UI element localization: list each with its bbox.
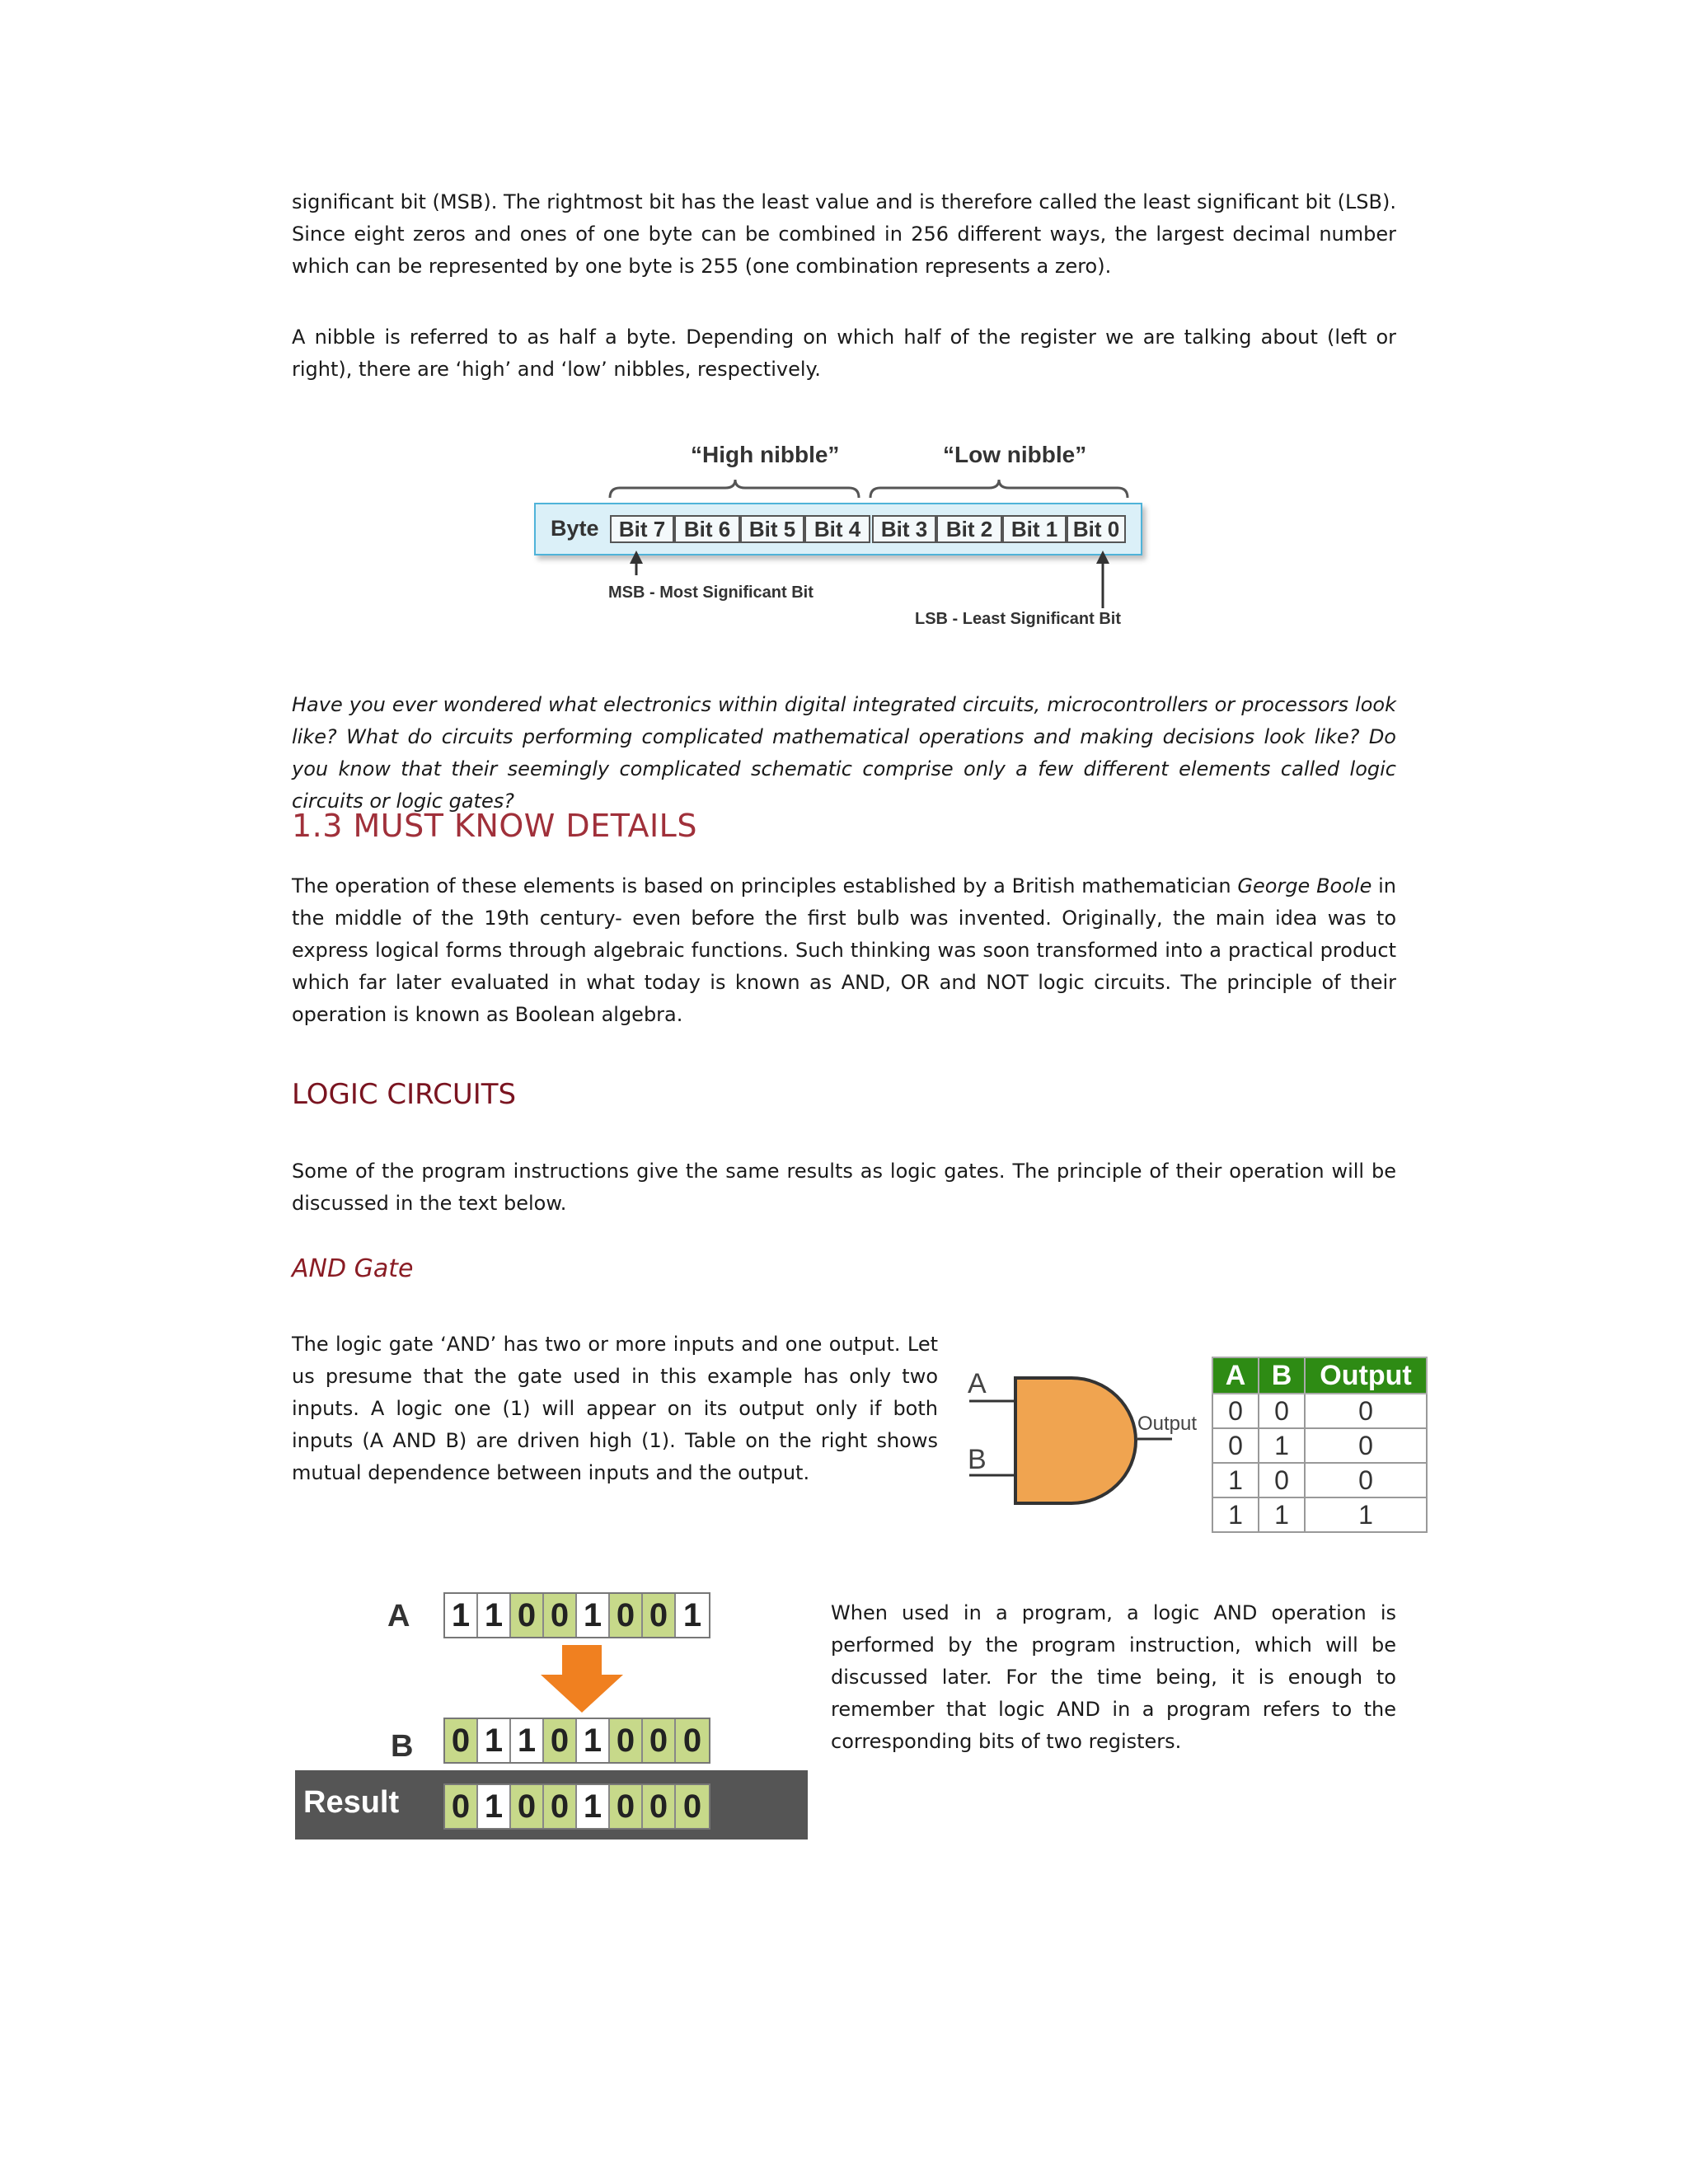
bit: 0: [445, 1785, 478, 1828]
bit: 1: [478, 1594, 511, 1637]
bit-cell: Bit 0: [1067, 515, 1126, 543]
bit: 0: [511, 1594, 544, 1637]
gate-output-label: Output: [1137, 1413, 1198, 1435]
low-nibble-label: “Low nibble”: [943, 442, 1087, 467]
bit-cell: Bit 3: [872, 515, 936, 543]
truth-table-header-row: [1212, 1357, 1427, 1394]
down-arrow-icon: [539, 1643, 625, 1714]
header-output: Output: [1305, 1357, 1427, 1394]
table-cell: 1: [1212, 1497, 1259, 1532]
row-label-result: Result: [303, 1785, 400, 1820]
paragraph-and-description: The logic gate ‘AND’ has two or more inputs and one output. Let us presume that the gate used in this example has only two inputs. A logic one (1) will appear on its output only if both inputs (A AND B) are driven high (1). Table on the right shows mutual dependence between inputs and the output.: [292, 1333, 938, 1484]
bits-row-b: [443, 1718, 710, 1764]
paragraph-nibble: A nibble is referred to as half a byte. Depending on which half of the register we are talking about (left or right), there are ‘high’ and ‘low’ nibbles, respectively.: [292, 326, 1396, 381]
bit: 0: [610, 1719, 643, 1762]
boole-text-start: The operation of these elements is based on principles established by a British mathematician: [292, 874, 1238, 898]
section-heading: 1.3 MUST KNOW DETAILS: [292, 808, 697, 844]
bit-cell: Bit 1: [1002, 515, 1067, 543]
gate-input-b-label: B: [968, 1444, 987, 1475]
bit: 0: [445, 1719, 478, 1762]
bit-cell: Bit 7: [610, 515, 674, 543]
bit-cell: Bit 4: [804, 515, 870, 543]
bit: 0: [544, 1594, 577, 1637]
table-cell: 0: [1259, 1394, 1305, 1428]
table-row: [1212, 1497, 1427, 1532]
gate-input-a-label: A: [968, 1368, 987, 1399]
bit: 0: [643, 1785, 676, 1828]
bit-cell: Bit 6: [674, 515, 740, 543]
table-cell: 0: [1305, 1394, 1427, 1428]
table-cell: 0: [1305, 1428, 1427, 1463]
bit: 1: [478, 1719, 511, 1762]
bit: 1: [478, 1785, 511, 1828]
bit: 0: [544, 1719, 577, 1762]
and-gate-heading: AND Gate: [292, 1254, 414, 1283]
lsb-label: LSB - Least Significant Bit: [915, 610, 1122, 628]
msb-label: MSB - Most Significant Bit: [608, 583, 814, 602]
bit: 0: [643, 1719, 676, 1762]
table-cell: 1: [1212, 1463, 1259, 1497]
table-row: [1212, 1428, 1427, 1463]
table-cell: 1: [1259, 1428, 1305, 1463]
and-gate-icon: [964, 1368, 1179, 1516]
row-label-a: A: [387, 1599, 410, 1633]
bits-row-a: [443, 1592, 710, 1638]
table-row: [1212, 1463, 1427, 1497]
boole-name: George Boole: [1237, 874, 1372, 898]
bit: 1: [511, 1719, 544, 1762]
bit: 1: [577, 1594, 610, 1637]
bit: 1: [676, 1594, 709, 1637]
table-cell: 1: [1305, 1497, 1427, 1532]
bit: 0: [682, 1788, 702, 1825]
paragraph-question: Have you ever wondered what electronics within digital integrated circuits, microcontrollers or processors look like? What do circuits performing complicated mathematical operations and making decisions look like? Do you know that their seemingly complicated schematic comprise only a few different elements called logic circuits or logic gates?: [292, 693, 1396, 813]
bit: 0: [610, 1594, 643, 1637]
header-a: A: [1212, 1357, 1259, 1394]
paragraph-boole: [292, 870, 1396, 1031]
bits-row-result: [443, 1783, 710, 1830]
bit: 0: [544, 1785, 577, 1828]
table-cell: 0: [1212, 1394, 1259, 1428]
table-cell: 1: [1259, 1497, 1305, 1532]
paragraph-msb-lsb: significant bit (MSB). The rightmost bit has the least value and is therefore called the least significant bit (LSB). Since eight zeros and ones of one byte can be combined in 256 different ways, the largest decimal number which can be represented by one byte is 255 (one combination represents a zero).: [292, 190, 1396, 278]
bit-cell: Bit 2: [936, 515, 1002, 543]
header-b: B: [1259, 1357, 1305, 1394]
paragraph-and-program: When used in a program, a logic AND operation is performed by the program instruction, which will be discussed later. For the time being, it is enough to remember that logic AND in a program refers to the corresponding bits of two registers.: [831, 1601, 1396, 1753]
bit: 0: [643, 1594, 676, 1637]
logic-circuits-heading: LOGIC CIRCUITS: [292, 1078, 517, 1111]
table-row: [1212, 1394, 1427, 1428]
bit: 1: [577, 1719, 610, 1762]
boole-text-end: in the middle of the 19th century- even before the first bulb was invented. Originally, the main idea was to express logical forms through algebraic functions. Such thinking was soon transformed into a practical product which far later evaluated in what today is known as AND, OR and NOT logic circuits. The principle of their operation is known as Boolean algebra.: [292, 874, 1397, 1026]
bit: 0: [610, 1785, 643, 1828]
high-nibble-label: “High nibble”: [691, 442, 840, 467]
bit: 1: [577, 1785, 610, 1828]
bit: 1: [445, 1594, 478, 1637]
truth-table: [1212, 1357, 1428, 1533]
bit: 0: [682, 1722, 702, 1759]
table-cell: 0: [1305, 1463, 1427, 1497]
table-cell: 0: [1212, 1428, 1259, 1463]
bit-cell: Bit 5: [740, 515, 804, 543]
byte-label: Byte: [551, 516, 599, 541]
row-label-b: B: [391, 1729, 414, 1764]
table-cell: 0: [1259, 1463, 1305, 1497]
bit: 0: [511, 1785, 544, 1828]
nibble-braces: [602, 476, 1137, 501]
paragraph-instructions: Some of the program instructions give the same results as logic gates. The principle of their operation will be discussed in the text below.: [292, 1160, 1396, 1215]
